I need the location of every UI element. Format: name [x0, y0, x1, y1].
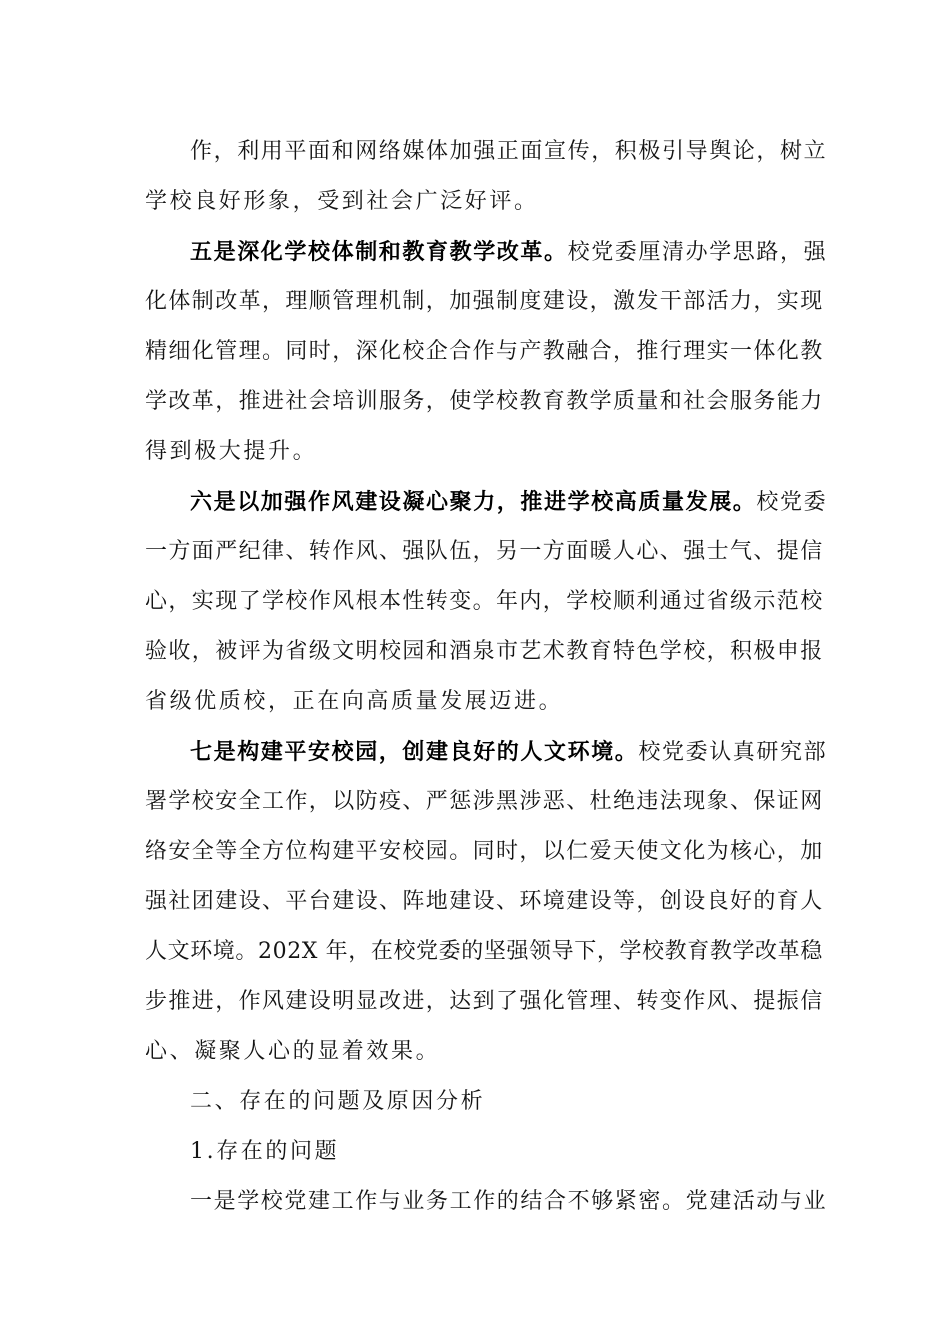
paragraph-3-line-2: 一方面严纪律、转作风、强队伍，另一方面暖人心、强士气、提信	[145, 539, 824, 564]
paragraph-3-line-3: 心，实现了学校作风根本性转变。年内，学校顺利通过省级示范校	[145, 589, 824, 614]
paragraph-2-first-line	[190, 232, 830, 272]
paragraph-2-line-5: 得到极大提升。	[145, 439, 318, 464]
paragraph-3-line-5: 省级优质校，正在向高质量发展迈进。	[145, 689, 564, 714]
paragraph-3-heading: 六是以加强作风建设凝心聚力，推进学校高质量发展。	[190, 489, 757, 515]
paragraph-3-line-4: 验收，被评为省级文明校园和酒泉市艺术教育特色学校，积极申报	[145, 639, 824, 664]
paragraph-2-line-3: 精细化管理。同时，深化校企合作与产教融合，推行理实一体化教	[145, 339, 824, 364]
paragraph-2-heading: 五是深化学校体制和教育教学改革。	[190, 239, 568, 265]
paragraph-3-line-1: 校党委	[756, 490, 828, 515]
paragraph-2-line-1: 校党委厘清办学思路，强	[567, 240, 828, 265]
paragraph-4-heading: 七是构建平安校园，创建良好的人文环境。	[190, 739, 639, 765]
paragraph-4-line-5: 人文环境。202X 年，在校党委的坚强领导下，学校教育教学改革稳	[145, 939, 823, 964]
section-heading: 二、存在的问题及原因分析	[190, 1089, 486, 1114]
paragraph-4-line-2: 署学校安全工作，以防疫、严惩涉黑涉恶、杜绝违法现象、保证网	[145, 789, 824, 814]
paragraph-4-line-7: 心、凝聚人心的显着效果。	[145, 1039, 441, 1064]
paragraph-4-line-6: 步推进，作风建设明显改进，达到了强化管理、转变作风、提振信	[145, 989, 824, 1014]
paragraph-2-line-2: 化体制改革，理顺管理机制，加强制度建设，激发干部活力，实现	[145, 289, 824, 314]
paragraph-1-line-1: 作，利用平面和网络媒体加强正面宣传，积极引导舆论，树立	[190, 139, 828, 164]
paragraph-5-line-1: 一是学校党建工作与业务工作的结合不够紧密。党建活动与业	[190, 1189, 828, 1214]
paragraph-4-line-3: 络安全等全方位构建平安校园。同时，以仁爱天使文化为核心，加	[145, 839, 824, 864]
paragraph-4-line-1: 校党委认真研究部	[638, 740, 828, 765]
paragraph-4-line-4: 强社团建设、平台建设、阵地建设、环境建设等，创设良好的育人	[145, 889, 824, 914]
paragraph-3-first-line	[190, 482, 830, 522]
paragraph-2-line-4: 学改革，推进社会培训服务，使学校教育教学质量和社会服务能力	[145, 389, 824, 414]
paragraph-4-first-line	[190, 732, 830, 772]
paragraph-1-line-2: 学校良好形象，受到社会广泛好评。	[145, 189, 539, 214]
subsection-heading: 1.存在的问题	[190, 1139, 340, 1164]
